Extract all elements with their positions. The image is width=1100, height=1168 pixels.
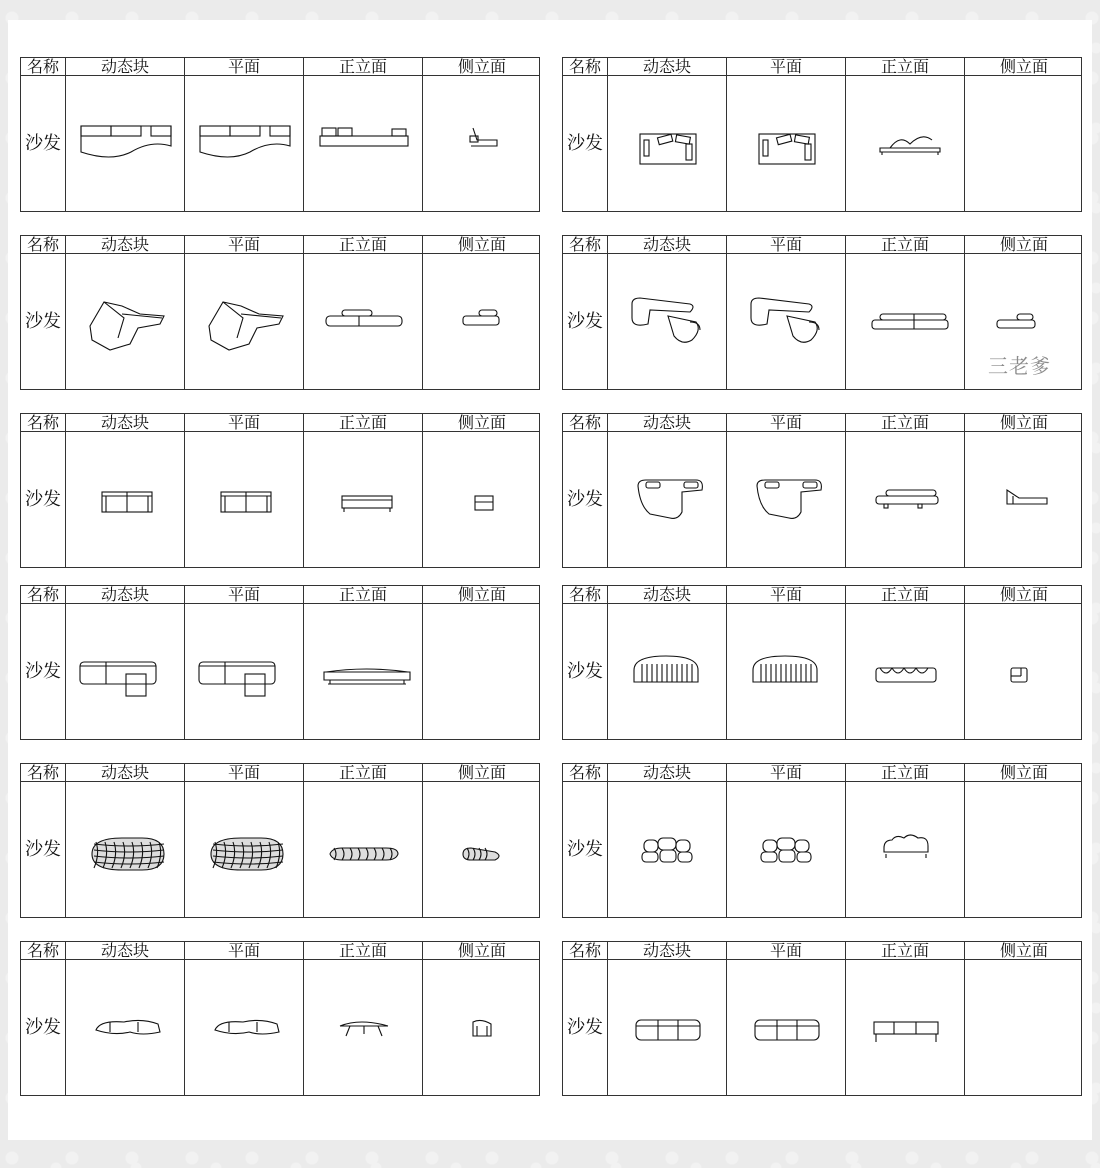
header-cell: 侧立面 [422,942,541,960]
sofa-drawing [965,254,1083,389]
sofa-table [562,941,1082,1096]
header-row [21,942,539,960]
sofa-drawing [66,604,184,739]
drawing-cell [303,604,422,739]
header-cell: 正立面 [303,236,422,254]
header-row [21,764,539,782]
header-cell: 平面 [184,236,303,254]
drawing-cell [964,254,1083,389]
header-row [21,586,539,604]
header-cell: 侧立面 [422,586,541,604]
header-cell: 正立面 [845,586,964,604]
drawing-cell [607,782,726,917]
drawing-cell [845,254,964,389]
sofa-drawing [727,432,845,567]
header-cell: 侧立面 [422,414,541,432]
sofa-drawing [423,254,541,389]
sofa-table [20,235,540,390]
header-cell: 侧立面 [964,586,1083,604]
drawing-cell [726,604,845,739]
header-cell: 动态块 [65,414,184,432]
item-name: 沙发 [567,133,603,154]
body-row [21,604,539,739]
header-cell: 动态块 [607,414,726,432]
header-cell: 平面 [184,764,303,782]
header-cell: 平面 [726,586,845,604]
drawing-cell [964,960,1083,1095]
item-name: 沙发 [25,133,61,154]
drawing-cell [184,76,303,211]
sofa-drawing [304,604,422,739]
sofa-table [562,413,1082,568]
sofa-drawing [423,76,541,211]
sofa-drawing [185,432,303,567]
header-cell: 动态块 [607,764,726,782]
header-cell: 名称 [26,414,59,432]
drawing-cell [303,782,422,917]
header-cell: 动态块 [65,236,184,254]
sofa-drawing [185,76,303,211]
header-cell: 平面 [184,942,303,960]
header-row [21,58,539,76]
sofa-drawing [608,254,726,389]
body-row [21,76,539,211]
sofa-drawing [965,604,1083,739]
drawing-cell [726,254,845,389]
drawing-cell [184,604,303,739]
sofa-table [20,57,540,212]
body-row [563,604,1081,739]
header-row [563,236,1081,254]
header-cell: 侧立面 [422,58,541,76]
header-row [563,764,1081,782]
header-cell: 侧立面 [422,236,541,254]
sofa-drawing [608,604,726,739]
drawing-cell [422,432,541,567]
drawing-cell [422,254,541,389]
drawing-cell [607,960,726,1095]
item-name: 沙发 [25,311,61,332]
drawing-cell [303,432,422,567]
drawing-cell [184,432,303,567]
drawing-cell [422,604,541,739]
sofa-drawing [185,604,303,739]
header-cell: 平面 [184,414,303,432]
drawing-cell [184,960,303,1095]
drawing-cell [65,960,184,1095]
sofa-drawing [185,782,303,917]
sofa-drawing [846,76,964,211]
sofa-drawing [66,782,184,917]
item-name: 沙发 [25,661,61,682]
sofa-table [20,941,540,1096]
drawing-cell [607,432,726,567]
drawing-cell [184,782,303,917]
sofa-drawing [608,960,726,1095]
watermark: 三老爹 [988,354,1051,378]
header-row [563,58,1081,76]
body-row [563,254,1081,389]
item-name: 沙发 [567,661,603,682]
sofa-drawing [608,76,726,211]
sofa-drawing [304,960,422,1095]
sofa-drawing [423,782,541,917]
body-row [21,432,539,567]
header-row [563,942,1081,960]
drawing-cell [726,76,845,211]
header-cell: 名称 [26,942,59,960]
header-cell: 侧立面 [964,764,1083,782]
drawing-cell [65,432,184,567]
header-cell: 动态块 [65,764,184,782]
header-cell: 侧立面 [964,942,1083,960]
header-cell: 平面 [726,942,845,960]
item-name: 沙发 [567,489,603,510]
drawing-cell [964,76,1083,211]
sofa-drawing [727,604,845,739]
header-row [563,586,1081,604]
body-row [563,76,1081,211]
header-cell: 名称 [26,586,59,604]
header-cell: 名称 [568,58,601,76]
body-row [21,254,539,389]
drawing-cell [845,782,964,917]
header-cell: 名称 [26,236,59,254]
drawing-cell [845,960,964,1095]
header-cell: 名称 [568,414,601,432]
item-name: 沙发 [25,1017,61,1038]
drawing-cell [65,604,184,739]
header-cell: 正立面 [303,764,422,782]
header-cell: 名称 [568,942,601,960]
header-cell: 名称 [26,764,59,782]
sofa-drawing [846,604,964,739]
drawing-cell [845,604,964,739]
header-cell: 正立面 [303,58,422,76]
header-cell: 动态块 [65,58,184,76]
sofa-drawing [423,432,541,567]
item-name: 沙发 [567,1017,603,1038]
drawing-cell [303,254,422,389]
sofa-drawing [846,960,964,1095]
sofa-drawing [66,254,184,389]
header-cell: 平面 [726,764,845,782]
drawing-cell [726,432,845,567]
header-row [21,414,539,432]
sofa-table [562,235,1082,390]
sofa-table [20,585,540,740]
header-cell: 侧立面 [964,414,1083,432]
drawing-cell [65,76,184,211]
header-cell: 正立面 [845,414,964,432]
drawing-cell [845,76,964,211]
header-cell: 名称 [568,764,601,782]
header-cell: 平面 [184,58,303,76]
sofa-drawing [608,782,726,917]
sofa-drawing [727,254,845,389]
drawing-cell [303,76,422,211]
drawing-cell [303,960,422,1095]
drawing-cell [65,782,184,917]
sofa-drawing [66,432,184,567]
header-cell: 名称 [568,236,601,254]
header-cell: 侧立面 [964,58,1083,76]
sofa-drawing [727,960,845,1095]
sofa-drawing [66,76,184,211]
header-cell: 名称 [568,586,601,604]
header-cell: 正立面 [845,236,964,254]
drawing-cell [845,432,964,567]
header-cell: 动态块 [607,942,726,960]
sofa-drawing [727,76,845,211]
sofa-table [562,585,1082,740]
drawing-cell [422,76,541,211]
sofa-drawing [423,960,541,1095]
drawing-cell [422,782,541,917]
item-name: 沙发 [25,489,61,510]
sofa-table [20,413,540,568]
header-cell: 平面 [184,586,303,604]
header-cell: 动态块 [607,586,726,604]
body-row [21,782,539,917]
header-cell: 动态块 [607,236,726,254]
drawing-cell [607,76,726,211]
sofa-table [20,763,540,918]
sofa-drawing [727,782,845,917]
header-cell: 正立面 [303,942,422,960]
header-cell: 动态块 [65,586,184,604]
header-cell: 名称 [26,58,59,76]
drawing-cell [65,254,184,389]
header-cell: 正立面 [303,586,422,604]
header-cell: 侧立面 [422,764,541,782]
body-row [563,960,1081,1095]
sofa-drawing [304,254,422,389]
drawing-cell [964,432,1083,567]
sofa-drawing [185,254,303,389]
sofa-drawing [304,432,422,567]
item-name: 沙发 [567,839,603,860]
header-cell: 正立面 [845,942,964,960]
header-cell: 正立面 [303,414,422,432]
sofa-drawing [846,782,964,917]
drawing-cell [726,782,845,917]
header-cell: 动态块 [65,942,184,960]
body-row [563,782,1081,917]
header-cell: 正立面 [845,58,964,76]
header-cell: 平面 [726,58,845,76]
header-cell: 动态块 [607,58,726,76]
drawing-cell [184,254,303,389]
sofa-drawing [965,432,1083,567]
sofa-drawing [304,76,422,211]
drawing-cell [964,782,1083,917]
drawing-cell [726,960,845,1095]
header-cell: 平面 [726,236,845,254]
header-cell: 正立面 [845,764,964,782]
drawing-cell [422,960,541,1095]
drawing-cell [964,604,1083,739]
item-name: 沙发 [25,839,61,860]
header-row [21,236,539,254]
drawing-cell [607,254,726,389]
header-cell: 平面 [726,414,845,432]
body-row [563,432,1081,567]
item-name: 沙发 [567,311,603,332]
sofa-drawing [608,432,726,567]
sofa-drawing [185,960,303,1095]
drawing-cell [607,604,726,739]
sofa-drawing [846,254,964,389]
header-row [563,414,1081,432]
header-cell: 侧立面 [964,236,1083,254]
sofa-drawing [66,960,184,1095]
sofa-table [562,57,1082,212]
sofa-table [562,763,1082,918]
sofa-drawing [846,432,964,567]
body-row [21,960,539,1095]
sofa-drawing [304,782,422,917]
